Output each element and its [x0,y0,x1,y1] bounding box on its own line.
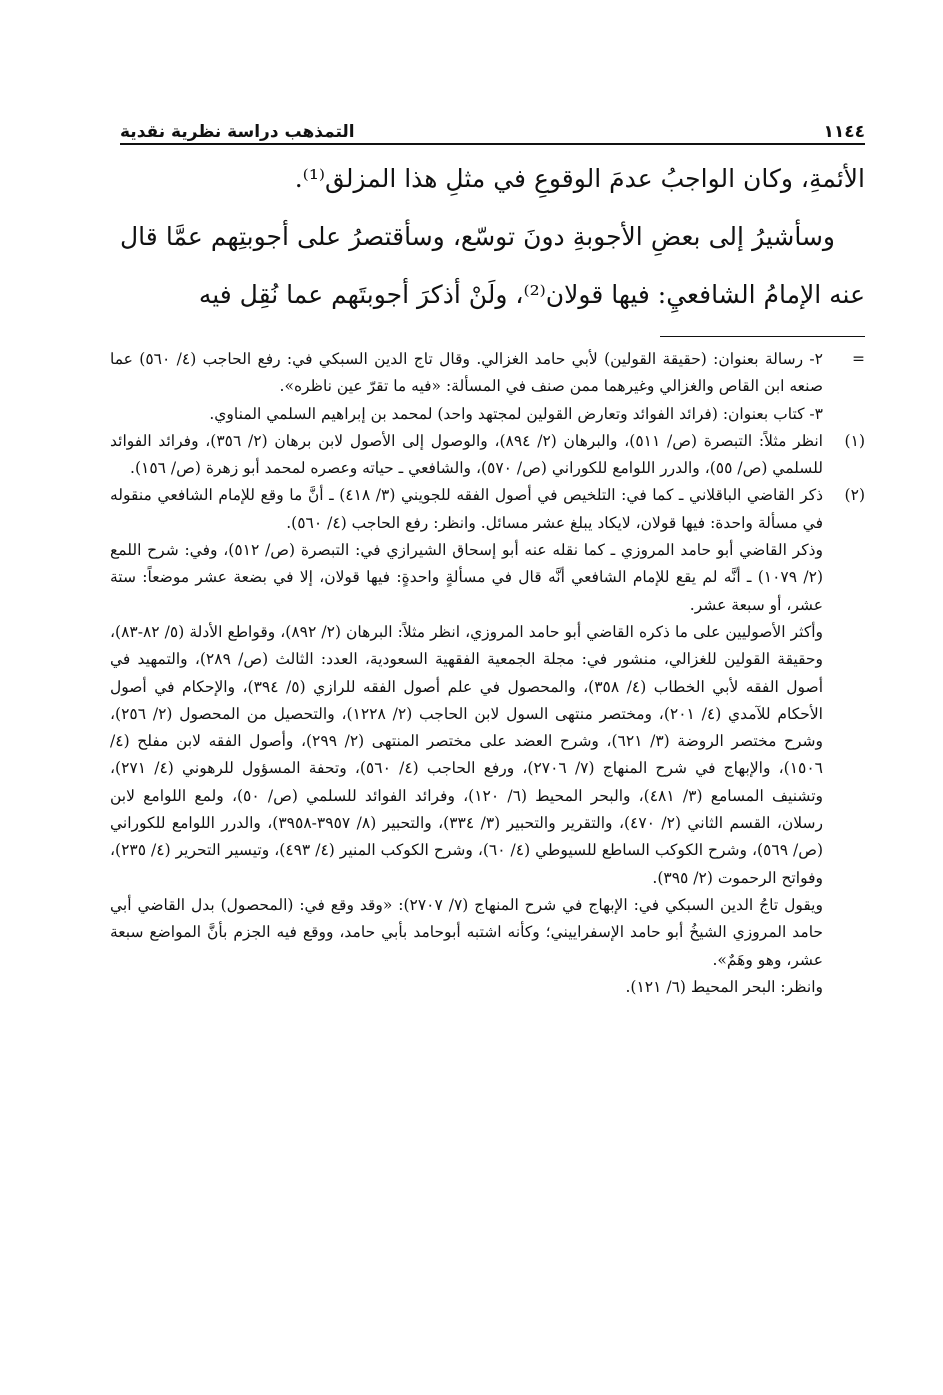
continuation-marker: = [852,350,865,368]
footnote-paragraph: ويقول تاجُ الدين السبكي في: الإبهاج في شرح المنهاج (٧/ ٢٧٠٧): «وقد وقع في: (المحصول) بدل القاضي أبي حامد المروزي الشيخُ أبو حامد الإسفراييني؛ وكأنه اشتبه أبوحامد بأبي حامد، ووقع فيه الجزم بأنَّ المواضع سبعة عشر، وهو وهَمٌ». [110,895,823,969]
page-number: ١١٤٤ [823,122,865,142]
footnote-paragraph: ذكر القاضي الباقلاني ـ كما في: التلخيص في أصول الفقه للجويني (٣/ ٤١٨) ـ أنَّ ما وقع للإمام الشافعي منقوله في مسألة واحدة: فيها قولان، لايكاد يبلغ عشر مسائل. وانظر: رفع الحاجب (٤/ ٥٦٠). [110,486,823,532]
footnote-text: انظر مثلاً: التبصرة (ص/ ٥١١)، والبرهان (٢/ ٨٩٤)، والوصول إلى الأصول لابن برهان (٢/ ٣٥٦)، وفرائد الفوائد للسلمي (ص/ ٥٥)، والدرر اللوامع للكوراني (ص/ ٥٧٠)، والشافعي ـ حياته وعصره لمحمد أبو زهرة (ص/ ١٥٦). [110,431,823,478]
running-header [120,112,865,142]
footnote-separator [660,336,865,337]
footnote-number: (٢) [844,486,865,505]
footnote-2 [110,482,865,1001]
footnote-1 [110,428,865,483]
footnote-continuation [110,346,865,428]
footnote-paragraph: وأكثر الأصوليين على ما ذكره القاضي أبو حامد المروزي، انظر مثلاً: البرهان (٢/ ٨٩٢)، وقواطع الأدلة (٥/ ٨٢-٨٣)، وحقيقة القولين للغزالي، منشور في: مجلة الجمعية الفقهية السعودية، العدد: الثالث (ص/ ٢٨٩)، والتمهيد في أصول الفقه لأبي الخطاب (٤/ ٣٥٨)، والمحصول في علم أصول الفقه للرازي (٥/ ٣٩٤)، والإحكام في أصول الأحكام للآمدي (٤/ ٢٠١)، ومختصر منتهى السول لابن الحاجب (٢/ ١٢٢٨)، والتحصيل من المحصول (٢/ ٢٥٦)، وشرح مختصر الروضة (٣/ ٦٢١)، وشرح العضد على مختصر المنتهى (٢/ ٢٩٩)، وأصول الفقه لابن مفلح (٤/ ١٥٠٦)، والإبهاج في شرح المنهاج (٧/ ٢٧٠٦)، ورفع الحاجب (٤/ ٥٦٠)، وتحفة المسؤول للرهوني (٤/ ٢٧١)، وتشنيف المسامع (٣/ ٤٨١)، والبحر المحيط (٦/ ١٢٠)، وفرائد الفوائد للسلمي (ص/ ٥٠)، ولمع اللوامع لابن رسلان، القسم الثاني (٢/ ٤٧٠)، والتقرير والتحبير (٣/ ٣٣٤)، والتحبير (٨/ ٣٩٥٧-٣٩٥٨)، والدرر اللوامع للكوراني (ص/ ٥٦٩)، وشرح الكوكب الساطع للسيوطي (٤/ ٦٠)، وشرح الكوكب المنير (٤/ ٤٩٣)، وتيسير التحرير (٤/ ٢٣٥)، وفواتح الرحموت (٢/ ٣٩٥). [110,622,824,887]
footnote-number: (١) [844,431,865,450]
body-paragraph-2: وسأشيرُ إلى بعضِ الأجوبةِ دونَ توسّع، وسأقتصرُ على أجوبتِهم عمَّا قال عنه الإمامُ الشافعيِ: فيها قولان⁽²⁾، ولَنْ أذكرَ أجوبتَهم عما نُقِل فيه [120,222,865,309]
footnotes [110,346,865,1001]
footnote-paragraph: وانظر: البحر المحيط (٦/ ١٢١). [625,977,823,996]
body-line-1: الأئمةِ، وكان الواجبُ عدمَ الوقوعِ في مثلِ هذا المزلق⁽¹⁾. [294,164,865,193]
continuation-item: ٣- كتاب بعنوان: (فرائد الفوائد وتعارض القولين لمجتهد واحد) لمحمد بن إبراهيم السلمي المناوي. [209,404,823,423]
continuation-item: ٢- رسالة بعنوان: (حقيقة القولين) لأبي حامد الغزالي. وقال تاج الدين السبكي في: رفع الحاجب (٤/ ٥٦٠) عما صنعه ابن القاص والغزالي وغيرهما ممن صنف في المسألة: «فيه ما تقرّ عين ناظره». [110,350,823,396]
book-title: التمذهب دراسة نظرية نقدية [120,122,355,142]
footnote-paragraph: وذكر القاضي أبو حامد المروزي ـ كما نقله عنه أبو إسحاق الشيرازي في: التبصرة (ص/ ٥١٢)، وفي: شرح اللمع (٢/ ١٠٧٩) ـ أنَّه لم يقع للإمام الشافعي أنَّه قال في مسألةٍ واحدةٍ: فيها قولان، إلا في بضعة عشر موضعاً: ستة عشر، أو سبعة عشر. [110,541,823,614]
main-text [120,150,865,324]
header-rule [120,143,865,145]
